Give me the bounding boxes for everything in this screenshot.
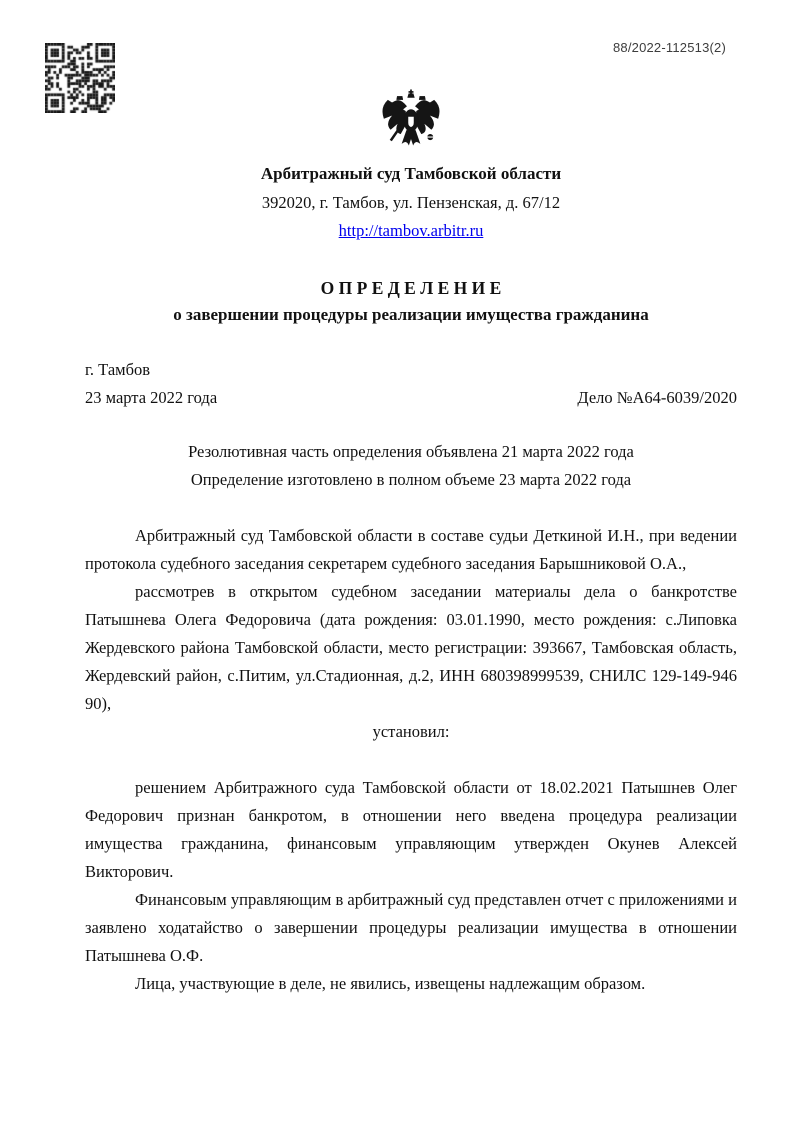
paragraph-manager-report: Финансовым управляющим в арбитражный суд представлен отчет с приложениями и заявлено ходатайство о завершении процедуры реализации имущества в отношении Патышнева О.Ф. — [85, 890, 737, 965]
qr-code-icon — [45, 43, 115, 113]
resolutive-announced-line: Резолютивная часть определения объявлена 21 марта 2022 года — [188, 442, 634, 461]
city-line: г. Тамбов — [85, 360, 151, 379]
ruling-subtitle: о завершении процедуры реализации имущества гражданина — [173, 305, 649, 324]
full-volume-line: Определение изготовлено в полном объеме 23 марта 2022 года — [190, 470, 632, 489]
paragraph-court-composition: Арбитражный суд Тамбовской области в составе судьи Деткиной И.Н., при ведении протокола судебного заседания секретарем судебного заседания Барышниковой О.А., — [85, 526, 737, 573]
ruling-title: О П Р Е Д Е Л Е Н И Е — [320, 278, 502, 298]
document-number: 88/2022-112513(2) — [612, 40, 726, 55]
court-url-link[interactable]: http://tambov.arbitr.ru — [338, 221, 484, 240]
paragraph-parties-absent: Лица, участвующие в деле, не явились, извещены надлежащим образом. — [135, 974, 646, 993]
paragraph-case-subject: рассмотрев в открытом судебном заседании материалы дела о банкротстве Патышнева Олега Федоровича (дата рождения: 03.01.1990, место рождения: с.Липовка Жердевского района Тамбовской области, место регистрации: 393667, Тамбовская область, Жердевский район, с.Питим, ул.Стадионная, д.2, ИНН 680398999539, СНИЛС 129-149-946 90), — [85, 582, 737, 713]
court-name: Арбитражный суд Тамбовской области — [260, 164, 562, 183]
case-number: Дело №А64-6039/2020 — [577, 388, 737, 407]
court-address: 392020, г. Тамбов, ул. Пензенская, д. 67/12 — [261, 193, 561, 212]
date-case-row — [85, 384, 737, 412]
ustanovil-line: установил: — [372, 722, 450, 741]
paragraph-bankruptcy-decision: решением Арбитражного суда Тамбовской области от 18.02.2021 Патышнев Олег Федорович признан банкротом, в отношении него введена процедура реализации имущества гражданина, финансовым управляющим утвержден Окунев Алексей Викторович. — [85, 778, 737, 881]
court-url-line — [85, 219, 737, 243]
ruling-date: 23 марта 2022 года — [85, 388, 218, 407]
coat-of-arms-icon — [378, 82, 444, 158]
